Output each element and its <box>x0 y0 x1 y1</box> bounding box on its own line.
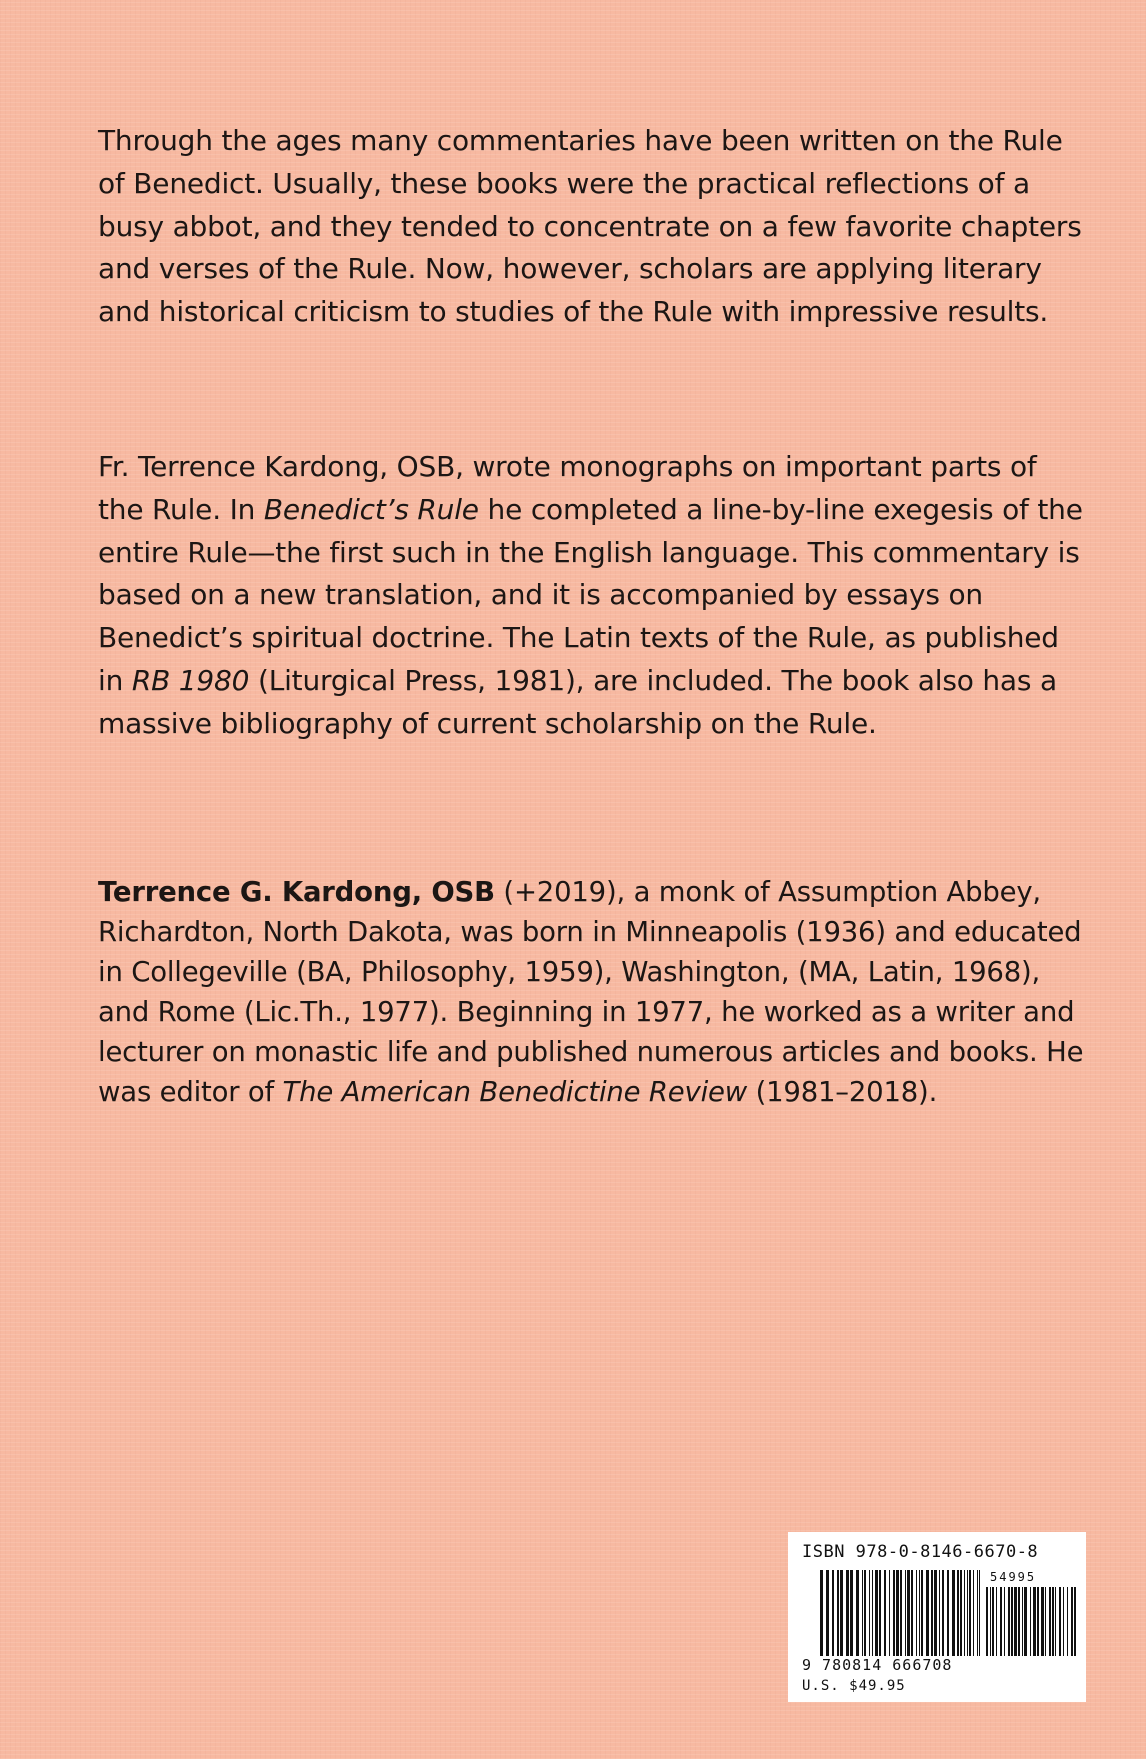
barcode-bar <box>926 1570 929 1656</box>
description-paragraph-1 <box>98 120 1088 334</box>
barcode-bar <box>879 1570 881 1656</box>
author-bio <box>98 872 1088 1112</box>
barcode-bar <box>820 1570 823 1656</box>
barcode-bar <box>907 1570 910 1656</box>
barcode-bar <box>977 1570 978 1656</box>
price-label: U.S. $49.95 <box>802 1678 906 1694</box>
barcode-bar <box>900 1570 902 1656</box>
barcode-bar <box>942 1570 944 1656</box>
barcode-bar <box>952 1570 955 1656</box>
description-paragraph-2-part1: Fr. Terrence Kardong, OSB, wrote monographs on important parts of the Rule. In <box>98 450 1037 526</box>
price-code: 54995 <box>990 1570 1037 1584</box>
barcode-bar <box>1030 1587 1031 1656</box>
journal-title-italic: The American Benedictine Review <box>282 1076 748 1108</box>
author-bio-text1: (+2019), a monk of Assumption Abbey, Richardton, North Dakota, was born in Minneapolis (1936) and educated in Collegeville (BA, Philosophy, 1959), Washington, (MA, Latin, 1968), and Rome (Lic.Th., 1977). Beginning in 1977, he worked as a writer and lecturer on monastic life and published numerous articles and books. He was editor of <box>98 876 1084 1108</box>
barcode-bar <box>960 1570 962 1656</box>
barcode-bar <box>896 1570 899 1656</box>
barcode-bar <box>864 1570 866 1656</box>
barcode-bar <box>979 1570 980 1656</box>
barcode-bar <box>1049 1587 1051 1656</box>
barcode-bar <box>1055 1587 1056 1656</box>
barcode-bar <box>875 1570 878 1656</box>
author-name: Terrence G. Kardong, OSB <box>98 876 495 908</box>
isbn-label: ISBN 978-0-8146-6670-8 <box>802 1542 1039 1562</box>
barcode-bar <box>893 1570 895 1656</box>
barcode-bar <box>990 1587 991 1656</box>
barcode-bar <box>1024 1587 1027 1656</box>
barcode-bar <box>1000 1587 1002 1656</box>
barcode-bar <box>957 1570 959 1656</box>
book-title-italic: Benedict’s Rule <box>263 492 479 526</box>
description-paragraph-2-part3: (Liturgical Press, 1981), are included. The book also has a massive bibliography of current scholarship on the Rule. <box>98 663 1057 740</box>
barcode-bar <box>969 1570 971 1656</box>
barcode-bar <box>846 1570 849 1656</box>
barcode-bar <box>832 1570 834 1656</box>
barcode-bar <box>905 1570 906 1656</box>
barcode-bar <box>1071 1587 1073 1656</box>
barcode-bar <box>1014 1587 1017 1656</box>
barcode-bar <box>986 1587 988 1656</box>
barcode-bar <box>919 1570 920 1656</box>
barcode-bar <box>1059 1587 1061 1656</box>
barcode-bar <box>1052 1587 1054 1656</box>
barcode-bar <box>1008 1587 1010 1656</box>
barcode-bar <box>931 1570 933 1656</box>
barcode-bar <box>1045 1587 1046 1656</box>
barcode-bar <box>973 1570 974 1656</box>
barcode-bar <box>967 1570 968 1656</box>
barcode-bar <box>872 1570 873 1656</box>
description-paragraph-1-text: Through the ages many commentaries have been written on the Rule of Benedict. Usually, these books were the practical reflections of a busy abbot, and they tended to concentrate on a few favorite chapters and verses of the Rule. Now, however, scholars are applying literary and historical criticism to studies of the Rule with impressive results. <box>98 124 1082 329</box>
barcode-bar <box>1004 1587 1005 1656</box>
barcode-bar <box>1063 1587 1064 1656</box>
barcode-bar <box>840 1570 843 1656</box>
barcode-bar <box>826 1570 829 1656</box>
description-paragraph-2-part2: he completed a line-by-line exegesis of the entire Rule—the first such in the English language. This commentary is based on a new translation, and it is accompanied by essays on Benedict’s spiritual doctrine. The Latin texts of the Rule, as published in <box>98 492 1083 697</box>
barcode-bar <box>921 1570 923 1656</box>
barcode-bar <box>1018 1587 1020 1656</box>
barcode-bar <box>934 1570 937 1656</box>
barcode-bar <box>869 1570 870 1656</box>
description-paragraph-2 <box>98 446 1088 746</box>
barcode-bar <box>1074 1587 1076 1656</box>
barcode-bar <box>884 1570 886 1656</box>
barcode-bar <box>992 1587 994 1656</box>
barcode-bar <box>856 1570 859 1656</box>
barcode-bar <box>1011 1587 1013 1656</box>
barcode-bar <box>911 1570 913 1656</box>
barcode-bar <box>1041 1587 1044 1656</box>
barcode-bar <box>837 1570 839 1656</box>
barcode-bar <box>862 1570 863 1656</box>
barcode-bar <box>1067 1587 1068 1656</box>
barcode-bar <box>996 1587 997 1656</box>
barcode-bar <box>1037 1587 1039 1656</box>
barcode-bar <box>1022 1587 1023 1656</box>
rb1980-italic: RB 1980 <box>131 663 250 697</box>
barcode-panel <box>788 1532 1086 1702</box>
barcode-bar <box>889 1570 890 1656</box>
barcode-bar <box>916 1570 917 1656</box>
ean-barcode <box>820 1570 980 1656</box>
ean-digits: 9 780814 666708 <box>802 1656 953 1674</box>
author-bio-text2: (1981–2018). <box>747 1076 938 1108</box>
barcode-bar <box>1033 1587 1036 1656</box>
addon-barcode <box>986 1587 1076 1656</box>
barcode-bar <box>947 1570 949 1656</box>
barcode-bar <box>850 1570 853 1656</box>
barcode-bar <box>939 1570 940 1656</box>
barcode-bar <box>964 1570 965 1656</box>
